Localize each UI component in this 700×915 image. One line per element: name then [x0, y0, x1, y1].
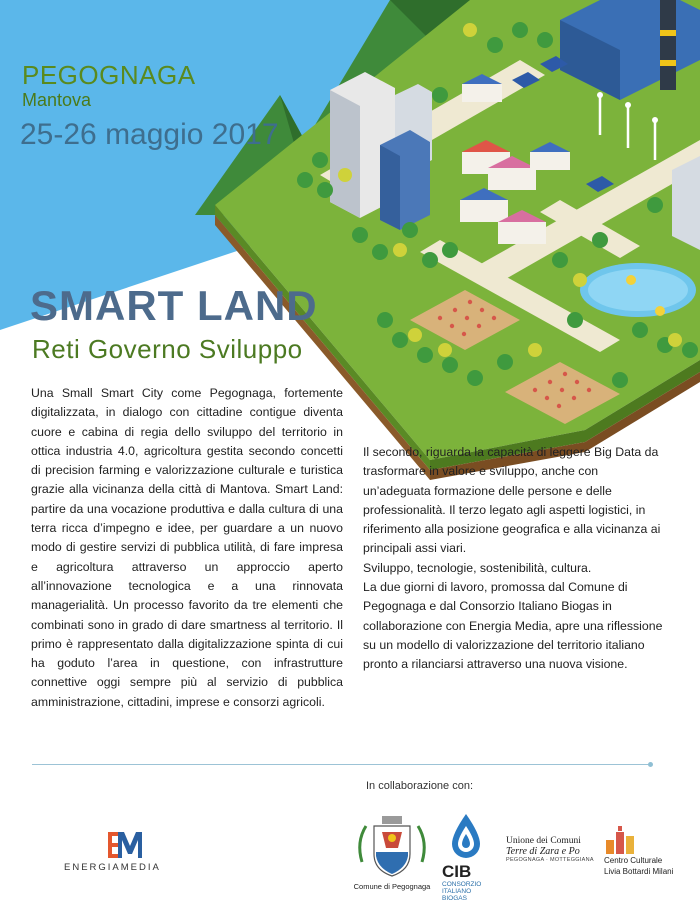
water-drop-icon — [440, 812, 492, 864]
page-title: SMART LAND — [30, 282, 318, 329]
coat-of-arms-icon — [352, 812, 432, 880]
right-paragraph-2: Sviluppo, tecnologie, sostenibilità, cultura. — [363, 560, 592, 575]
centro-culturale-line-2: Livia Bottardi Milani — [604, 867, 674, 876]
cib-text: CIB — [442, 862, 472, 881]
comune-pegognaga-logo — [352, 812, 432, 902]
right-paragraph-3: La due giorni di lavoro, promossa dal Comune di Pegognaga e dal Consorzio Italiano Biogas in collaborazione con Energia Media, apre una riflessione su un modello di valorizzazione del territorio italiano pronto a rilanciarsi attraverso una nuova visione. — [363, 580, 663, 672]
left-paragraph: Una Small Smart City come Pegognaga, fortemente digitalizzata, in dialogo con cittadine contigue diventa cuore e cabina di regia dello sviluppo del territorio in ottica industria 4.0, agricoltura gestita secondo concetti di precision farming e valorizzazione culturale e turistica grazie alla vicinanza della città di Mantova. Smart Land: partire da una vocazione produttiva e dalla cultura di una terra ricca d’impegno e idee, per guardare a un nuovo modo di gestire servizi di pubblica utilità, di fare impresa e agricoltura attraverso un approccio aperto all’innovazione tecnologica e a una rinnovata managerialità. Un processo favorito da tre elementi che combinati sono in grado di dare smartness al territorio. Il primo è rappresentato dalla digitalizzazione spinta di cui ha goduto l’area in questione, con infrastrutture connettive oggi sempre più al servizio di pubblica amministrazione, cittadini, imprese e consorzi agricoli. — [31, 386, 343, 709]
bars-icon — [604, 826, 644, 856]
energia-media-logo — [64, 828, 184, 878]
unione-line-2: Terre di Zara e Po — [506, 846, 580, 857]
unione-line-1: Unione dei Comuni — [506, 836, 581, 846]
page-subtitle: Reti Governo Sviluppo — [32, 334, 303, 364]
body-left-column — [31, 384, 343, 712]
comune-pegognaga-text: Comune di Pegognaga — [353, 882, 431, 891]
centro-culturale-logo — [604, 826, 700, 886]
divider-dot — [648, 762, 653, 767]
cib-subtitle: CONSORZIO ITALIANO BIOGAS — [442, 881, 482, 902]
collab-label: In collaborazione con: — [366, 780, 474, 792]
event-date: 25-26 maggio 2017 — [20, 118, 279, 151]
cib-logo — [440, 812, 492, 904]
energia-media-text: ENERGIAMEDIA — [64, 862, 161, 873]
event-province: Mantova — [22, 90, 92, 110]
footer-divider — [32, 764, 652, 765]
unione-line-3: PEGOGNAGA · MOTTEGGIANA — [506, 857, 594, 863]
event-city: PEGOGNAGA — [22, 60, 196, 90]
unione-comuni-logo — [506, 836, 606, 886]
right-paragraph-1: Il secondo, riguarda la capacità di leggere Big Data da trasformare in valore e sviluppo, anche con un’adeguata formazione delle persone e delle professionalità. Il terzo legato agli aspetti logistici, in riferimento alla posizione geografica e alla vicinanza ai principali assi viari. — [363, 445, 661, 556]
body-right-column — [363, 443, 663, 675]
centro-culturale-line-1: Centro Culturale — [604, 856, 663, 865]
energia-media-icon — [64, 828, 184, 862]
